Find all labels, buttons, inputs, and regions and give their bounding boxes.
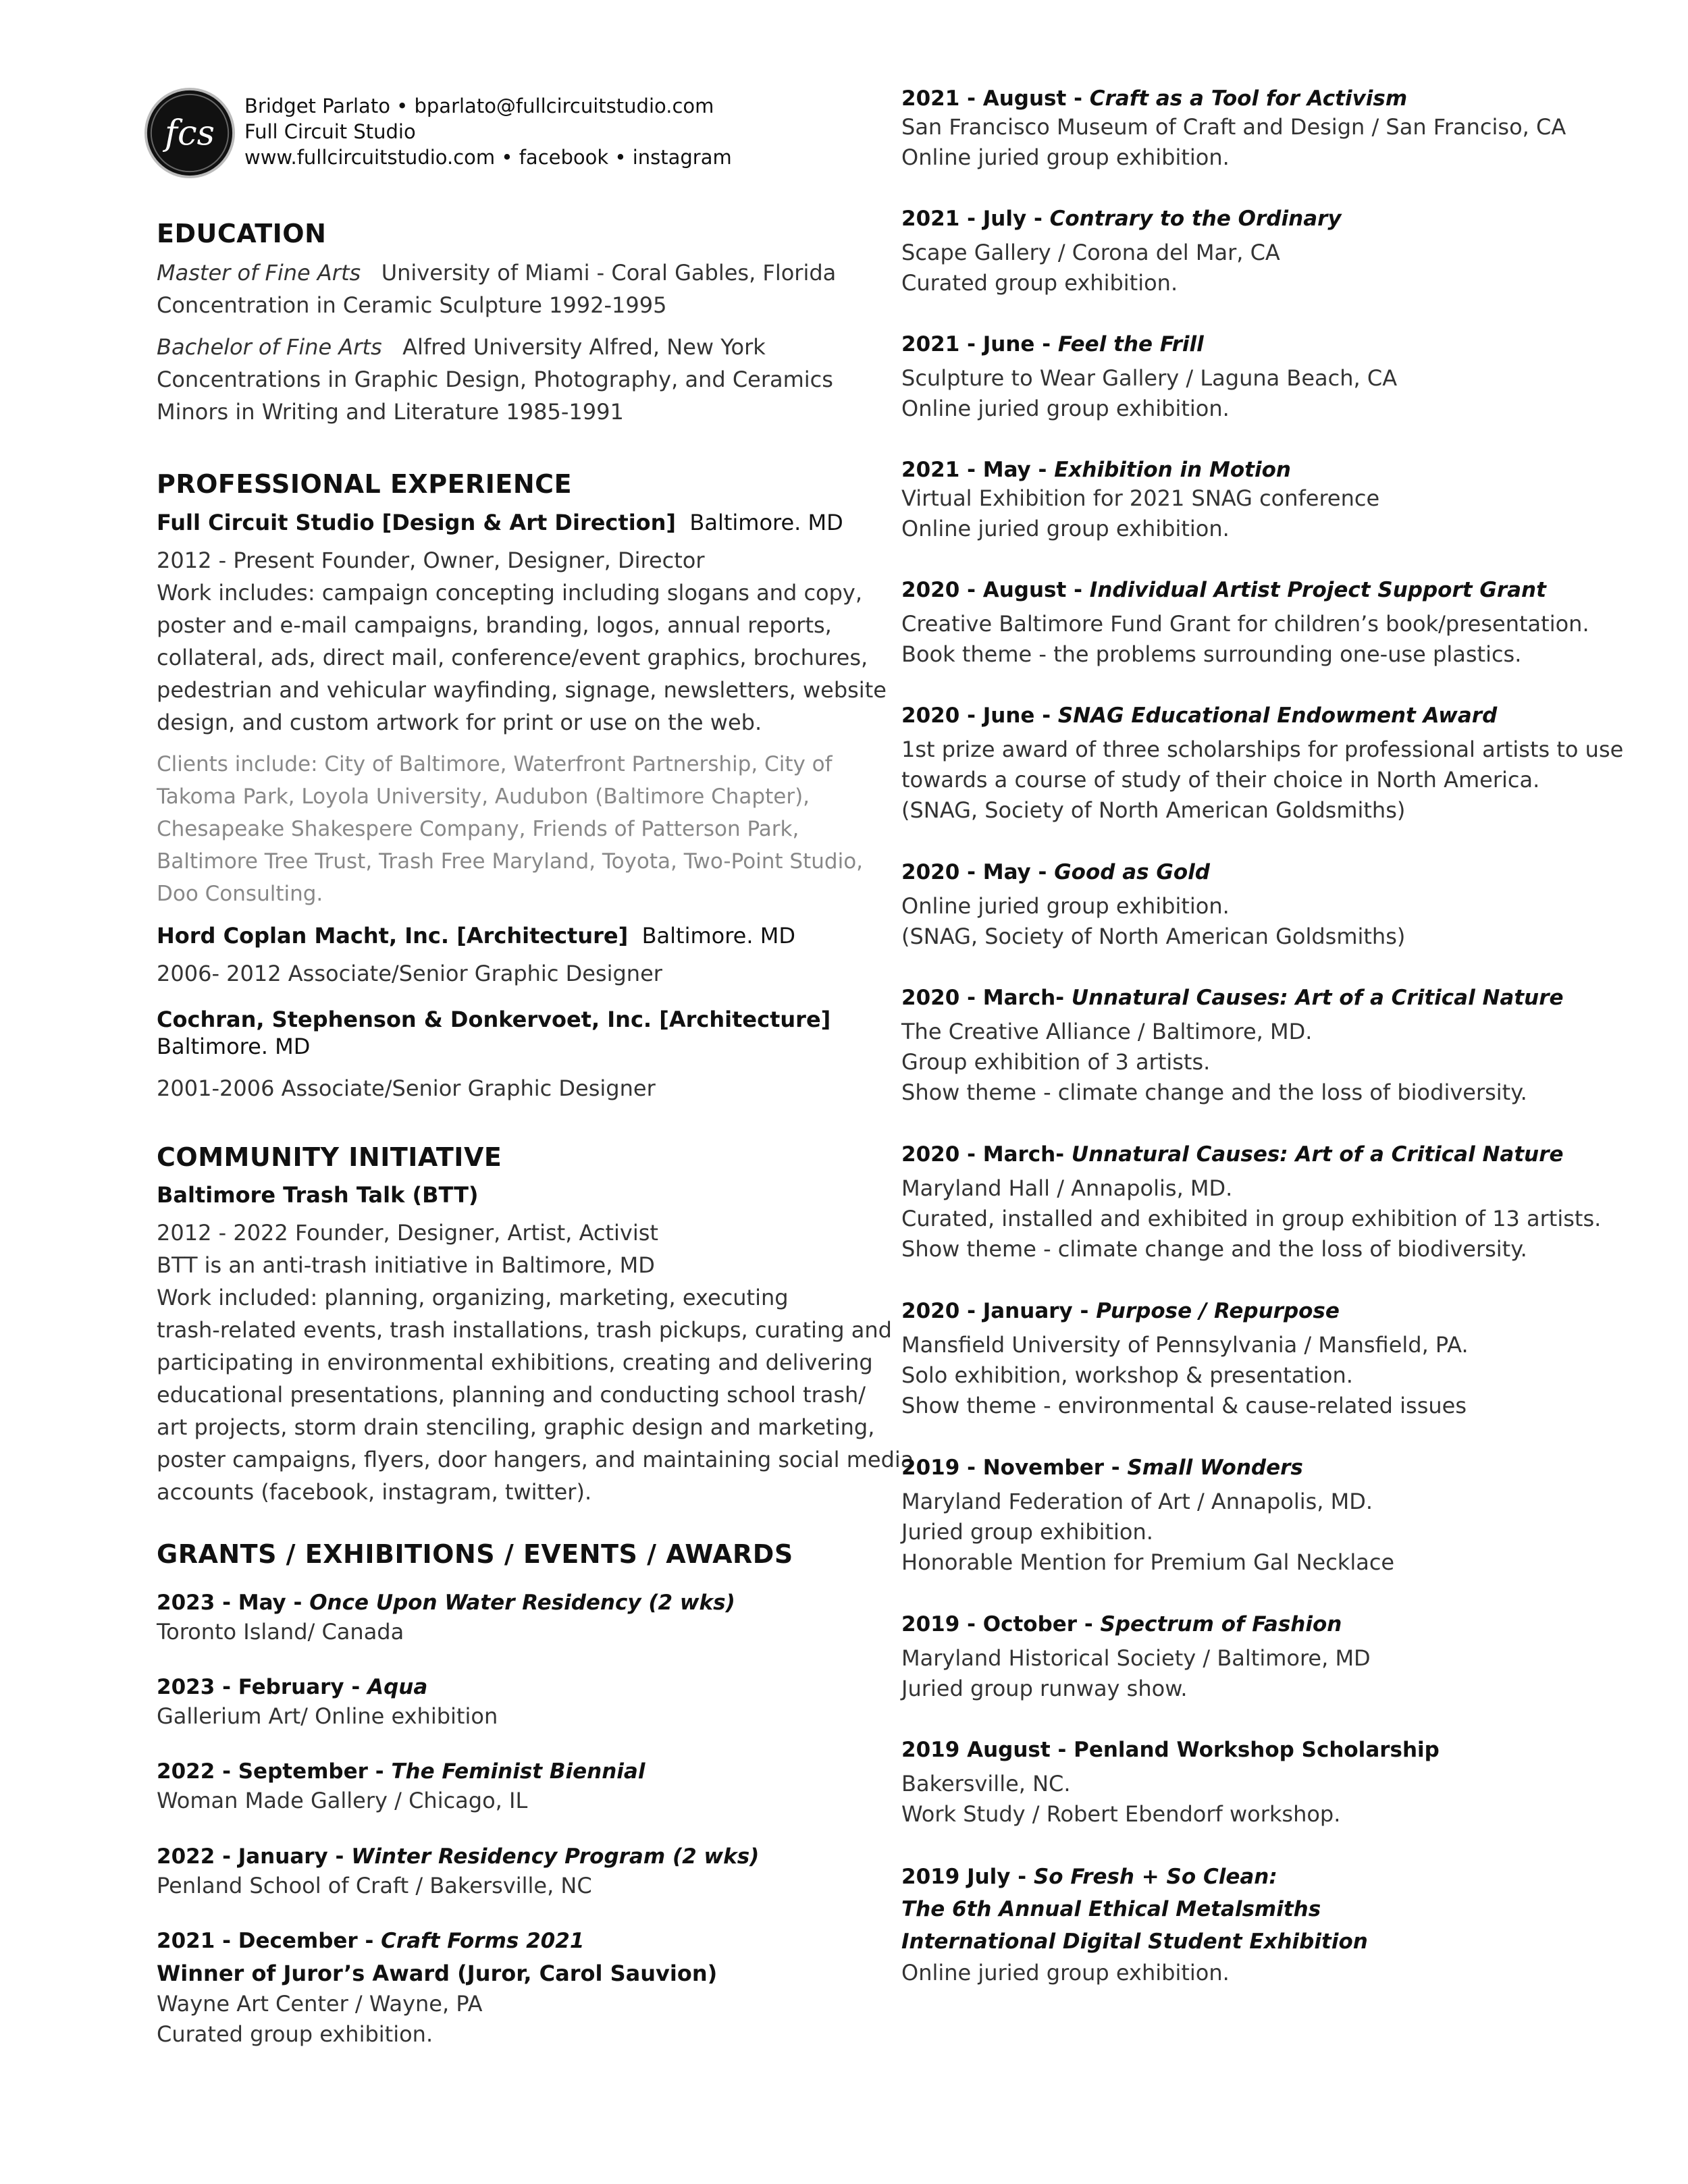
btt-line-5: participating in environmental exhibitions, creating and delivering [157, 1350, 873, 1375]
exhibit-name: Individual Artist Project Support Grant [1089, 578, 1546, 602]
exhibit-detail: Show theme - climate change and the loss of biodiversity. [901, 1080, 1527, 1105]
exhibit-name: Winter Residency Program (2 wks) [351, 1844, 760, 1869]
exhibit-heading [901, 574, 1546, 606]
exhibit-heading: 2019 August - Penland Workshop Scholarship [901, 1738, 1440, 1762]
exhibit-heading [901, 1608, 1342, 1641]
exhibit-heading [157, 1587, 735, 1619]
exhibit-name: Craft as a Tool for Activism [1089, 86, 1408, 111]
exhibit-subtitle: The 6th Annual Ethical Metalsmiths [901, 1897, 1321, 1921]
clients-4: Baltimore Tree Trust, Trash Free Maryland, Toyota, Two-Point Studio, [157, 849, 864, 874]
exhibit-detail: Work Study / Robert Ebendorf workshop. [901, 1801, 1341, 1827]
exhibit-detail: Curated group exhibition. [901, 270, 1178, 296]
exhibit-heading [901, 699, 1497, 732]
exhibit-heading [901, 1295, 1340, 1327]
exhibit-date: 2020 - May - [901, 860, 1055, 884]
hcm-title-line [157, 920, 795, 952]
clients-5: Doo Consulting. [157, 882, 323, 906]
exhibit-date: 2021 - July - [901, 207, 1050, 231]
exhibit-heading [157, 1840, 759, 1873]
exhibit-detail: Honorable Mention for Premium Gal Necklace [901, 1549, 1395, 1575]
hcm-dates: 2006- 2012 Associate/Senior Graphic Designer [157, 961, 662, 986]
exhibit-detail: Gallerium Art/ Online exhibition [157, 1703, 498, 1729]
exhibit-date: 2020 - January - [901, 1299, 1097, 1323]
mfa-degree: Master of Fine Arts [157, 260, 361, 286]
exhibit-name: Small Wonders [1127, 1456, 1303, 1480]
mfa-concentration: Concentration in Ceramic Sculpture 1992-1995 [157, 292, 667, 318]
exhibit-name: Aqua [367, 1675, 428, 1699]
contact-line-name-email: Bridget Parlato • bparlato@fullcircuitstudio.com [244, 95, 714, 117]
exhibit-detail: Mansfield University of Pennsylvania / Mansfield, PA. [901, 1332, 1469, 1358]
csd-location: Baltimore. MD [157, 1034, 311, 1059]
exhibit-name: So Fresh + So Clean: [1033, 1865, 1277, 1889]
exhibit-name: Unnatural Causes: Art of a Critical Nature [1071, 986, 1564, 1010]
exhibit-detail: Maryland Hall / Annapolis, MD. [901, 1175, 1233, 1201]
exhibit-detail: Curated, installed and exhibited in group exhibition of 13 artists. [901, 1206, 1602, 1231]
exhibit-detail: Curated group exhibition. [157, 2021, 433, 2047]
contact-line-links: www.fullcircuitstudio.com • facebook • instagram [244, 146, 732, 169]
exhibit-detail: Bakersville, NC. [901, 1771, 1071, 1796]
exhibit-heading [901, 82, 1407, 115]
fcs-name: Full Circuit Studio [Design & Art Direction] [157, 510, 677, 535]
btt-line-7: art projects, storm drain stenciling, graphic design and marketing, [157, 1414, 875, 1440]
exhibit-detail: Scape Gallery / Corona del Mar, CA [901, 240, 1280, 265]
grants-heading: GRANTS / EXHIBITIONS / EVENTS / AWARDS [157, 1539, 793, 1569]
exhibit-detail: (SNAG, Society of North American Goldsmiths) [901, 797, 1406, 823]
experience-heading: PROFESSIONAL EXPERIENCE [157, 469, 573, 499]
exhibit-detail: Maryland Federation of Art / Annapolis, MD. [901, 1489, 1373, 1514]
bfa-degree: Bachelor of Fine Arts [157, 334, 382, 360]
exhibit-date: 2023 - May - [157, 1591, 310, 1615]
contact-header [244, 93, 732, 170]
exhibit-name: Purpose / Repurpose [1096, 1299, 1340, 1323]
exhibit-heading [901, 203, 1342, 235]
exhibit-date: 2021 - May - [901, 458, 1055, 482]
exhibit-date: 2022 - September - [157, 1759, 392, 1784]
exhibit-date: 2019 July - [901, 1865, 1034, 1889]
exhibit-name: Good as Gold [1054, 860, 1210, 884]
btt-name: Baltimore Trash Talk (BTT) [157, 1182, 479, 1208]
exhibit-heading [157, 1755, 645, 1788]
hcm-location: Baltimore. MD [641, 923, 795, 949]
csd-dates: 2001-2006 Associate/Senior Graphic Designer [157, 1075, 656, 1101]
exhibit-date: 2020 - March- [901, 1142, 1072, 1167]
exhibit-detail: Wayne Art Center / Wayne, PA [157, 1991, 483, 2017]
btt-line-3: Work included: planning, organizing, marketing, executing [157, 1285, 789, 1310]
exhibit-detail: Sculpture to Wear Gallery / Laguna Beach, CA [901, 365, 1398, 391]
bfa-concentrations: Concentrations in Graphic Design, Photography, and Ceramics [157, 367, 833, 392]
fcs-desc-2: poster and e-mail campaigns, branding, logos, annual reports, [157, 612, 832, 638]
exhibit-heading [901, 1861, 1277, 1893]
mfa-line [157, 257, 836, 289]
exhibit-detail: Online juried group exhibition. [901, 396, 1230, 421]
btt-line-9: accounts (facebook, instagram, twitter). [157, 1479, 592, 1505]
fcs-desc-1: Work includes: campaign concepting including slogans and copy, [157, 580, 863, 606]
exhibit-detail: Maryland Historical Society / Baltimore, MD [901, 1645, 1371, 1671]
exhibit-heading [901, 856, 1210, 888]
exhibit-detail: 1st prize award of three scholarships for professional artists to use [901, 737, 1624, 762]
exhibit-detail: Juried group runway show. [901, 1676, 1188, 1701]
btt-line-8: poster campaigns, flyers, door hangers, and maintaining social media [157, 1447, 914, 1472]
community-heading: COMMUNITY INITIATIVE [157, 1142, 502, 1172]
exhibit-detail: Online juried group exhibition. [901, 516, 1230, 541]
exhibit-detail: Group exhibition of 3 artists. [901, 1049, 1211, 1075]
exhibit-date: 2020 - August - [901, 578, 1090, 602]
exhibit-heading [157, 1671, 427, 1703]
fcs-location: Baltimore. MD [689, 510, 843, 535]
exhibit-date: 2019 - November - [901, 1456, 1128, 1480]
exhibit-detail: Penland School of Craft / Bakersville, NC [157, 1873, 592, 1898]
exhibit-heading [901, 328, 1204, 361]
exhibit-name: Craft Forms 2021 [381, 1929, 585, 1953]
bfa-school: Alfred University Alfred, New York [402, 334, 766, 360]
btt-line-4: trash-related events, trash installations, trash pickups, curating and [157, 1317, 892, 1343]
contact-line-studio: Full Circuit Studio [244, 120, 416, 143]
hcm-name: Hord Coplan Macht, Inc. [Architecture] [157, 923, 629, 949]
fcs-dates: 2012 - Present Founder, Owner, Designer, Director [157, 548, 705, 573]
exhibit-detail: Solo exhibition, workshop & presentation. [901, 1362, 1353, 1388]
csd-name: Cochran, Stephenson & Donkervoet, Inc. [Architecture] [157, 1007, 831, 1032]
studio-logo [143, 86, 236, 180]
exhibit-subtitle: International Digital Student Exhibition [901, 1929, 1368, 1954]
exhibit-date: 2020 - March- [901, 986, 1072, 1010]
exhibit-date: 2021 - August - [901, 86, 1090, 111]
exhibit-award: Winner of Juror’s Award (Juror, Carol Sauvion) [157, 1961, 718, 1986]
fcs-desc-5: design, and custom artwork for print or use on the web. [157, 710, 762, 735]
exhibit-name: Once Upon Water Residency (2 wks) [309, 1591, 735, 1615]
exhibit-date: 2020 - June - [901, 703, 1058, 728]
fcs-desc-4: pedestrian and vehicular wayfinding, signage, newsletters, website [157, 677, 887, 703]
exhibit-detail: Online juried group exhibition. [901, 1960, 1230, 1986]
exhibit-detail: Toronto Island/ Canada [157, 1619, 404, 1645]
exhibit-name: Exhibition in Motion [1054, 458, 1291, 482]
exhibit-name: Unnatural Causes: Art of a Critical Nature [1071, 1142, 1564, 1167]
clients-1: Clients include: City of Baltimore, Waterfront Partnership, City of [157, 752, 833, 776]
exhibit-detail: Woman Made Gallery / Chicago, IL [157, 1788, 528, 1813]
exhibit-heading [901, 982, 1564, 1014]
btt-line-1: 2012 - 2022 Founder, Designer, Artist, Activist [157, 1220, 658, 1246]
btt-line-2: BTT is an anti-trash initiative in Baltimore, MD [157, 1252, 655, 1278]
fcs-desc-3: collateral, ads, direct mail, conference/event graphics, brochures, [157, 645, 868, 670]
exhibit-heading [901, 1451, 1303, 1484]
bfa-line [157, 331, 766, 363]
exhibit-heading [901, 1138, 1564, 1171]
exhibit-name: The Feminist Biennial [391, 1759, 645, 1784]
exhibit-heading [901, 454, 1291, 486]
exhibit-detail: Book theme - the problems surrounding one-use plastics. [901, 641, 1522, 667]
exhibit-detail: San Francisco Museum of Craft and Design / San Franciso, CA [901, 114, 1566, 140]
fcs-title-line [157, 506, 843, 539]
exhibit-detail: towards a course of study of their choice in North America. [901, 767, 1540, 793]
exhibit-detail: Virtual Exhibition for 2021 SNAG conference [901, 485, 1380, 511]
exhibit-detail: Online juried group exhibition. [901, 893, 1230, 919]
exhibit-detail: The Creative Alliance / Baltimore, MD. [901, 1019, 1313, 1044]
exhibit-detail: Online juried group exhibition. [901, 144, 1230, 170]
clients-2: Takoma Park, Loyola University, Audubon (Baltimore Chapter), [157, 784, 810, 809]
exhibit-name: Feel the Frill [1057, 332, 1204, 356]
exhibit-date: 2021 - December - [157, 1929, 381, 1953]
mfa-school: University of Miami - Coral Gables, Florida [381, 260, 837, 286]
bfa-minors: Minors in Writing and Literature 1985-1991 [157, 399, 624, 425]
exhibit-name: Spectrum of Fashion [1100, 1612, 1342, 1636]
exhibit-detail: (SNAG, Society of North American Goldsmiths) [901, 924, 1406, 949]
exhibit-date: 2021 - June - [901, 332, 1058, 356]
exhibit-date: 2022 - January - [157, 1844, 352, 1869]
clients-3: Chesapeake Shakespere Company, Friends of Patterson Park, [157, 817, 799, 841]
exhibit-detail: Juried group exhibition. [901, 1519, 1153, 1545]
exhibit-name: SNAG Educational Endowment Award [1057, 703, 1498, 728]
exhibit-date: 2023 - February - [157, 1675, 368, 1699]
exhibit-detail: Show theme - environmental & cause-related issues [901, 1393, 1467, 1418]
exhibit-name: Contrary to the Ordinary [1049, 207, 1342, 231]
logo-lettering: fcs [165, 113, 215, 154]
exhibit-heading [157, 1925, 584, 1957]
exhibit-detail: Creative Baltimore Fund Grant for children’s book/presentation. [901, 611, 1589, 637]
btt-line-6: educational presentations, planning and conducting school trash/ [157, 1382, 866, 1408]
education-heading: EDUCATION [157, 219, 327, 248]
exhibit-detail: Show theme - climate change and the loss of biodiversity. [901, 1236, 1527, 1262]
exhibit-date: 2019 - October - [901, 1612, 1101, 1636]
